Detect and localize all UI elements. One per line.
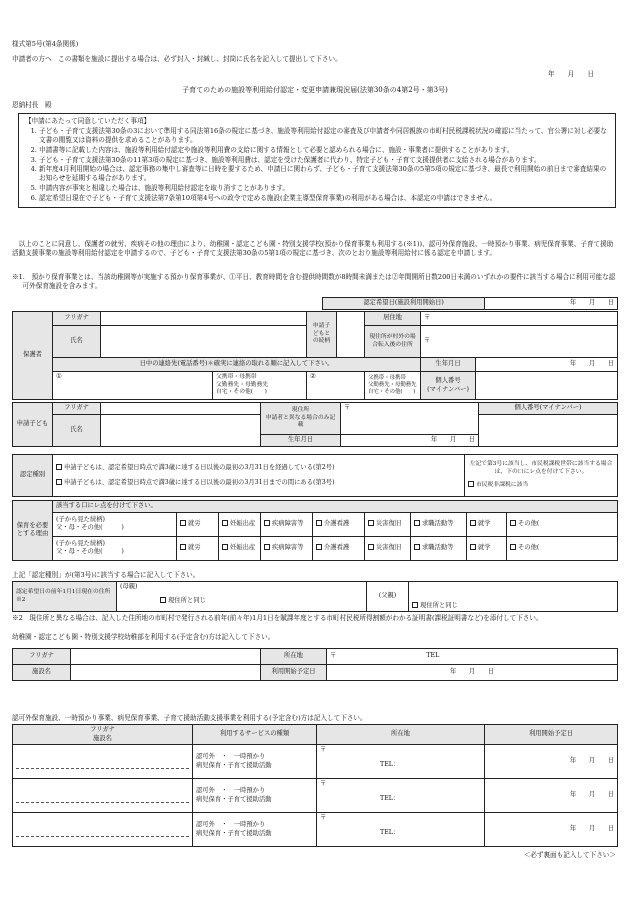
mynumber-label: 個人番号 (マイナンバー) (421, 372, 476, 400)
reason-option (507, 536, 618, 560)
reason-text: 妊娠出産 (230, 543, 256, 551)
checkbox[interactable] (264, 544, 270, 550)
reason-relation-2[interactable]: (子から見た続柄) 父・母・その他( ) (53, 536, 177, 560)
consent-item: 5. 申請内容が事実と相違した場合は、施設等利用給付認定を取り消すことがあります。 (39, 184, 609, 193)
reason-option (411, 536, 467, 560)
child-birth-field[interactable]: 年 月 日 (341, 435, 479, 447)
kinder-furigana-field[interactable] (71, 649, 261, 665)
service-type-field[interactable]: 認可外 ・ 一時預かり 病児保育・子育て援助活動 (193, 779, 317, 813)
other-services-table (12, 724, 618, 847)
consent-heading: 【申請にあたって同意していただく事項】 (25, 117, 151, 125)
child-name-field[interactable] (101, 415, 261, 447)
other-services-note: 認可外保育施設、一時預かり事業、病児保育事業、子育て援助活動支援事業を利用する(予定含む)方は記入して下さい。 (12, 714, 367, 722)
residence-field (421, 312, 618, 326)
reason-text: 妊娠出産 (230, 519, 256, 527)
consent-item: 1. 子ども・子育て支援法第30条の3において準用する同法第16条の規定に基づき、施設等利用給付認定の審査及び申請者や同居親族の市町村民税課税状況の確認に当たって、官公署に対し必要な文書の閲覧又は資料の提供を求めることがあります。 (39, 127, 609, 145)
reason-option (177, 512, 219, 536)
tax-exempt-text: 市民税非課税に該当 (476, 481, 529, 488)
reason-text: 介護看護 (324, 543, 350, 551)
location-field[interactable] (317, 779, 485, 813)
checkbox[interactable] (222, 520, 228, 526)
postal-mark: 〒 (320, 746, 327, 753)
child-name-label: 氏名 (53, 415, 101, 447)
postal-mark: 〒 (344, 404, 351, 411)
postal-mark: 〒 (424, 314, 431, 322)
start-date-field[interactable]: 年 月 日 (485, 745, 618, 779)
postal-mark: 〒 (320, 814, 327, 821)
reason-label: 保育を必要とする理由 (13, 501, 53, 561)
cert-type-2-option[interactable] (56, 464, 461, 473)
reason-option (313, 512, 365, 536)
guardian-birth-field[interactable]: 年 月 日 (476, 358, 618, 372)
guardian-furigana-field[interactable] (101, 312, 307, 326)
reason-option (467, 512, 507, 536)
name-label: 氏名 (53, 326, 101, 358)
tel-label: TEL： (380, 760, 400, 768)
kinder-furigana-label: フリガナ (13, 649, 71, 665)
child-birth-label: 生年月日 (261, 435, 341, 447)
furigana-label: フリガナ (53, 312, 101, 326)
note-1: ※1. 預かり保育事業とは、当該幼稚園等が実施する預かり保育事業が、①平日、教育時間を含む提供時間数が8時間未満または②年間開所日数200日未満のいずれかの要件に該当する場合に利用可能な認可外保育施設を含みます。 (12, 273, 616, 290)
checkbox[interactable] (180, 520, 186, 526)
location-field[interactable] (317, 745, 485, 779)
guardian-label: 保護者 (13, 312, 53, 400)
start-col-header: 利用開始予定日 (485, 725, 618, 745)
note-2: ※2 現住所と異なる場合は、記入した住所地の市町村で発行される前年(前々年)1月1日を賦課年度とする市町村民税所得割額がわかる証明書(課税証明書など)を添付して下さい。 (12, 614, 543, 622)
checkbox[interactable] (414, 520, 420, 526)
checkbox[interactable] (56, 464, 62, 470)
reason-text: 就労 (188, 543, 201, 551)
checkbox[interactable] (368, 544, 374, 550)
cert-type-3-text: 申請子どもは、認定希望日時点で満3歳に達する日以後の最初の3月31日までの間にある(第3号) (64, 478, 335, 486)
reason-text: 就学 (478, 519, 491, 527)
relation-field[interactable] (337, 312, 365, 358)
addressee: 恩納村長 殿 (12, 101, 52, 109)
guardian-name-field[interactable] (101, 326, 307, 358)
checkbox[interactable] (316, 544, 322, 550)
checkbox[interactable] (368, 520, 374, 526)
child-label: 申請子ども (13, 403, 53, 447)
reason-text: 求職活動等 (422, 543, 454, 551)
reason-relation-1[interactable]: (子から見た続柄) 父・母・その他( ) (53, 512, 177, 536)
declaration-text: 以上のことに同意し、保護者の就労、疾病その他の理由により、幼稚園・認定こども園・特別支援学校(預かり保育事業も利用する(※1))、認可外保育施設、一時預かり事業、病児保育事業、子育て援助活動支援事業の施設等利用給付認定を申請するので、子ども・子育て支援法第30条の5第1項の規定に基づき、次のとおり施設等利用給付に係る認定を申請します。 (12, 240, 614, 257)
consent-item: 3. 子ども・子育て支援法第30条の11第3項の規定に基づき、施設等利用費は、認定を受けた保護者に代わり、特定子ども・子育て支援提供者に支給される場合があります。 (39, 156, 609, 165)
reason-section (12, 500, 618, 561)
reason-text: 疾病障害等 (272, 543, 304, 551)
reason-text: 災害復旧 (376, 543, 402, 551)
cert-type-2-text: 申請子どもは、認定希望日時点で満3歳に達する日以後の最初の3月31日を経過している(第2号) (64, 464, 335, 471)
checkbox[interactable] (56, 479, 62, 485)
tel-label: TEL (426, 652, 440, 660)
reason-text: 災害復旧 (376, 519, 402, 527)
facility-furigana-line (16, 823, 189, 837)
form-title: 子育てのための施設等利用給付認定・変更申請兼現況届(法第30条の4第2号・第3号) (182, 86, 448, 94)
start-date-field[interactable]: 年 月 日 (485, 779, 618, 813)
birth-label: 生年月日 (421, 358, 476, 372)
guardian-section (12, 311, 618, 400)
checkbox[interactable] (316, 520, 322, 526)
reason-option (219, 512, 261, 536)
tax-note: 左記で第3号に該当し、市民税課税世帯に該当する場合は、下の口にレ点を付けて下さい。 (469, 461, 613, 476)
facility-col-header: フリガナ 施設名 (13, 725, 193, 745)
consent-item: 6. 認定希望日現在で子ども・子育て支援法第7条第10項第4号への政令で定める施設(企業主導型保育事業)の利用がある場合は、本認定の申請はできません。 (39, 194, 609, 203)
relation-label: 申請子どもとの続柄 (307, 312, 337, 358)
checkbox[interactable] (264, 520, 270, 526)
application-date[interactable]: 年 月 日 (548, 70, 595, 78)
location-col-header: 所在地 (317, 725, 485, 745)
mynumber-field[interactable] (476, 372, 618, 400)
reason-text: 求職活動等 (422, 519, 454, 527)
reason-option (507, 512, 618, 536)
back-page-note: ＜必ず裏面も記入して下さい＞ (523, 851, 616, 859)
facility-field[interactable] (13, 745, 193, 779)
service-type-field[interactable]: 認可外 ・ 一時預かり 病児保育・子育て援助活動 (193, 745, 317, 779)
child-mynumber-field[interactable] (479, 415, 618, 447)
child-furigana-label: フリガナ (53, 403, 101, 415)
kindergarten-note: 幼稚園・認定こども園・特別支援学校幼稚部を利用する(予定含む)方は記入して下さい。 (12, 633, 275, 641)
consent-item: 4. 新年度4月利用開始の場合は、認定事務の集中し審査等に日時を要するため、申請日に関わらず、子ども・子育て支援法第30条の5第5項の規定に基づき、最長で利用開始の前日まで審査結果のお知らせを延期する場合があります。 (39, 165, 609, 183)
outside-address-label: 現住所が村外の場合転入後の住所 (365, 326, 421, 358)
facility-furigana-line (16, 755, 189, 769)
checkbox[interactable] (180, 544, 186, 550)
child-address-field[interactable] (341, 403, 479, 435)
desired-date-field[interactable]: 年 月 日 (485, 298, 618, 310)
facility-furigana-line (16, 789, 189, 803)
postal-mark: 〒 (424, 337, 431, 345)
father-label: (父親) (367, 582, 409, 612)
reason-option (467, 536, 507, 560)
mother-label: (母親) (120, 583, 138, 590)
father-same-address (409, 582, 618, 612)
postal-mark: 〒 (320, 780, 327, 787)
reason-text: 就学 (478, 543, 491, 551)
contact-2-field[interactable]: ② (307, 372, 365, 400)
contact-note: 日中の連絡先(電話番号)＊確実に連絡の取れる順に記入して下さい。 (53, 358, 421, 372)
kindergarten-section (12, 648, 618, 681)
reason-option (219, 536, 261, 560)
tax-exempt-option[interactable] (468, 481, 614, 490)
reason-option (365, 536, 411, 560)
reason-option (411, 512, 467, 536)
facility-field[interactable] (13, 779, 193, 813)
tel-label: TEL： (380, 794, 400, 802)
reason-text: 介護看護 (324, 519, 350, 527)
checkbox[interactable] (468, 481, 474, 487)
checkbox[interactable] (510, 544, 516, 550)
residence-label: 居住地 (365, 312, 421, 326)
form-number: 様式第5号(第4条関係) (12, 40, 79, 48)
checkbox[interactable] (470, 544, 476, 550)
reason-note: 該当する口にレ点を付けて下さい。 (53, 501, 618, 513)
cert-type-section (12, 454, 618, 497)
postal-mark: 〒 (330, 652, 337, 660)
reason-option (261, 512, 313, 536)
outside-address-field[interactable] (421, 326, 618, 358)
location-field[interactable] (317, 813, 485, 847)
reason-option (261, 536, 313, 560)
third-type-note: 上記「認定種別」が(第3号)に該当する場合に記入して下さい。 (12, 571, 200, 579)
same-address-text: 現住所と同じ (168, 596, 206, 604)
consent-box (18, 113, 616, 208)
cert-type-label: 認定種別 (13, 455, 53, 497)
reason-text: 疾病障害等 (272, 519, 304, 527)
kinder-start-field[interactable]: 年 月 日 (327, 665, 618, 681)
applicant-instruction: 申請者の方へ この書類を施設に提出する場合は、必ず封入・封緘し、封筒に氏名を記入して提出して下さい。 (12, 55, 342, 63)
reason-option (365, 512, 411, 536)
contact-1-field[interactable]: ① (53, 372, 213, 400)
start-date-field[interactable]: 年 月 日 (485, 813, 618, 847)
contact-1-type[interactable]: 父携帯・母携帯 父勤務先・母勤務先 自宅・その他( ) (213, 372, 307, 400)
child-furigana-field[interactable] (101, 403, 261, 415)
service-col-header: 利用するサービスの種類 (193, 725, 317, 745)
jan1-address-label: 認定希望日の前年1月1日現在の住所※2 (13, 582, 117, 612)
checkbox[interactable] (414, 544, 420, 550)
jan1-address-section (12, 581, 618, 612)
kinder-facility-field[interactable] (71, 665, 261, 681)
kinder-location-label: 所在地 (261, 649, 327, 665)
child-address-label: 現住所 申請者と異なる場合のみ記載 (261, 403, 341, 435)
reason-text: 就労 (188, 519, 201, 527)
reason-option (177, 536, 219, 560)
mother-same-address (160, 597, 363, 606)
reason-text: その他( (518, 543, 540, 551)
child-mynumber-label: 個人番号(マイナンバー) (479, 403, 618, 415)
reason-text: その他( (518, 519, 540, 527)
desired-date-label: 認定希望日(施設利用開始日) (323, 298, 485, 310)
consent-item: 2. 申請書等に記載した内容は、施設等利用給付認定や施設等利用費の支給に関する情報として必要と認められる場合に、施設・事業者に提供することがあります。 (39, 146, 609, 155)
checkbox[interactable] (222, 544, 228, 550)
facility-label: 施設名 (13, 665, 71, 681)
kinder-start-label: 利用開始予定日 (261, 665, 327, 681)
kinder-location-field[interactable] (327, 649, 618, 665)
child-section (12, 402, 618, 447)
cert-type-3-option[interactable] (56, 479, 461, 488)
same-address-text: 現住所と同じ (420, 601, 458, 609)
tel-label: TEL： (380, 828, 400, 836)
service-type-field[interactable]: 認可外 ・ 一時預かり 病児保育・子育て援助活動 (193, 813, 317, 847)
checkbox[interactable] (470, 520, 476, 526)
checkbox[interactable] (510, 520, 516, 526)
contact-2-type[interactable]: 父携帯・母携帯 父勤務先・母勤務先 自宅・その他( ) (365, 372, 421, 400)
desired-date-box (322, 297, 618, 310)
checkbox[interactable] (412, 602, 418, 608)
reason-option (313, 536, 365, 560)
checkbox[interactable] (160, 597, 166, 603)
facility-field[interactable] (13, 813, 193, 847)
